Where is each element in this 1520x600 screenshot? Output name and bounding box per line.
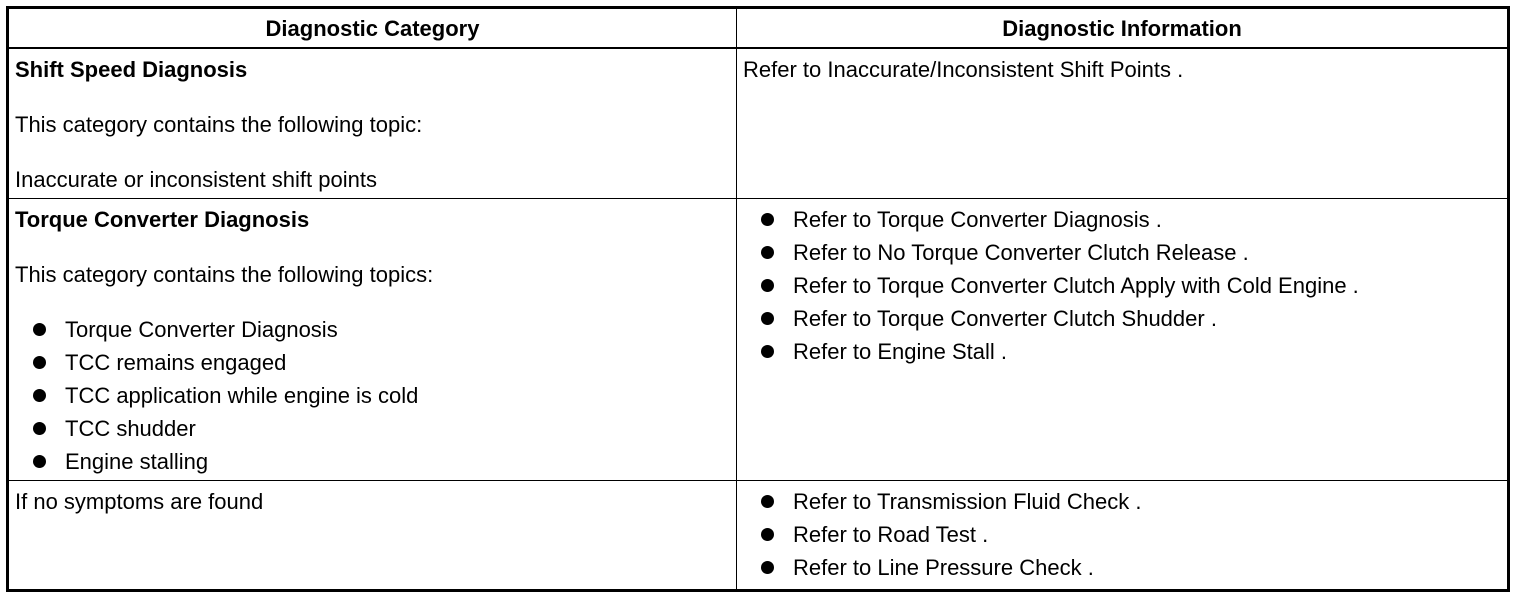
header-row (8, 8, 1509, 49)
category-cell (8, 48, 737, 199)
reference-list (743, 485, 1501, 584)
category-topic: Inaccurate or inconsistent shift points (15, 167, 377, 192)
information-cell (737, 199, 1509, 481)
category-cell (8, 199, 737, 481)
table-row (8, 481, 1509, 591)
list-item: Refer to Torque Converter Diagnosis . (743, 203, 1501, 236)
header-diagnostic-information: Diagnostic Information (737, 8, 1509, 49)
list-item: Refer to Engine Stall . (743, 335, 1501, 368)
list-item: Engine stalling (15, 445, 730, 478)
list-item: TCC remains engaged (15, 346, 730, 379)
list-item: Refer to Line Pressure Check . (743, 551, 1501, 584)
diagnostic-table (6, 6, 1510, 592)
list-item: Refer to Torque Converter Clutch Shudder . (743, 302, 1501, 335)
information-cell (737, 481, 1509, 591)
list-item: Refer to Torque Converter Clutch Apply with Cold Engine . (743, 269, 1501, 302)
list-item: TCC shudder (15, 412, 730, 445)
list-item: Refer to No Torque Converter Clutch Release . (743, 236, 1501, 269)
table-row (8, 48, 1509, 199)
reference-list (743, 203, 1501, 368)
category-cell (8, 481, 737, 591)
table-row (8, 199, 1509, 481)
category-title: Torque Converter Diagnosis (15, 207, 310, 232)
category-title: If no symptoms are found (15, 489, 264, 514)
header-diagnostic-category: Diagnostic Category (8, 8, 737, 49)
category-intro: This category contains the following topic: (15, 112, 423, 137)
information-cell (737, 48, 1509, 199)
category-intro: This category contains the following topics: (15, 262, 434, 287)
category-title: Shift Speed Diagnosis (15, 57, 248, 82)
list-item: Torque Converter Diagnosis (15, 313, 730, 346)
list-item: TCC application while engine is cold (15, 379, 730, 412)
list-item: Refer to Road Test . (743, 518, 1501, 551)
list-item: Refer to Transmission Fluid Check . (743, 485, 1501, 518)
topic-list (15, 313, 730, 478)
info-reference: Refer to Inaccurate/Inconsistent Shift Points . (743, 57, 1184, 82)
